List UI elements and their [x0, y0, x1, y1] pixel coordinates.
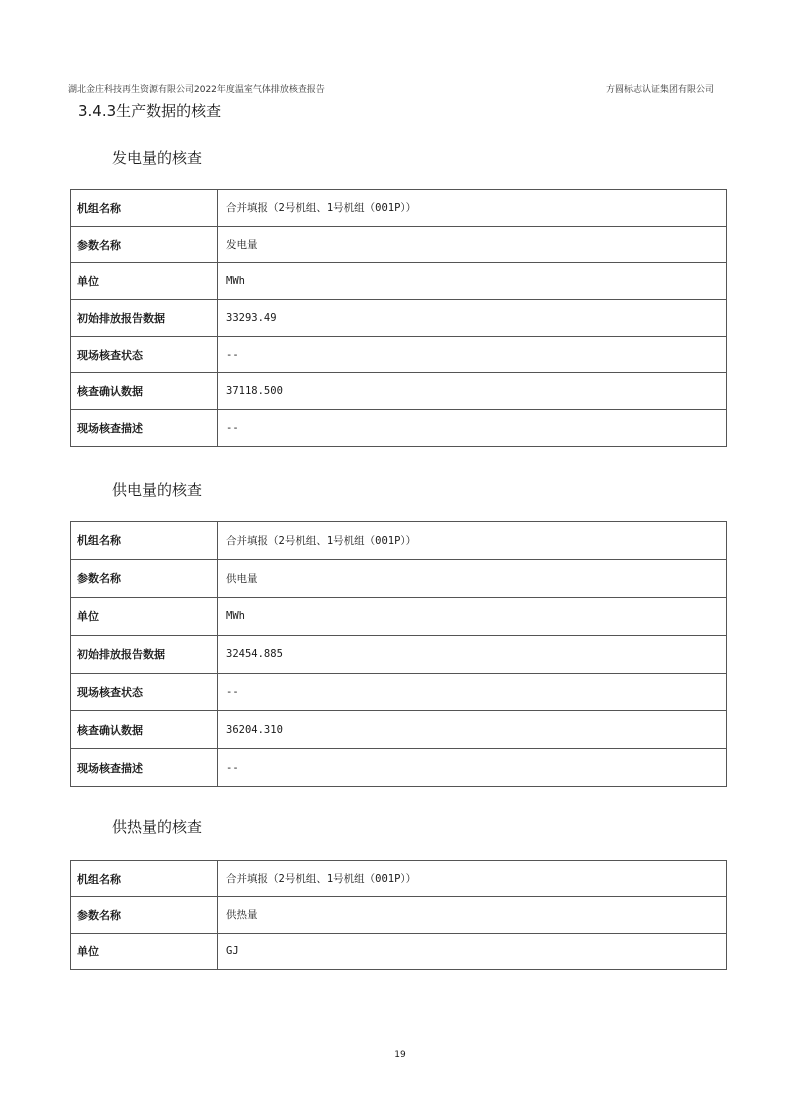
table-row [71, 336, 727, 373]
row-value: 发电量 [218, 226, 727, 263]
row-value: 37118.500 [218, 373, 727, 410]
row-label: 核查确认数据 [71, 711, 218, 749]
heat-supply-table [70, 860, 727, 970]
row-value: 供热量 [218, 897, 727, 933]
row-value: 32454.885 [218, 635, 727, 673]
table-row [71, 861, 727, 897]
power-supply-table [70, 521, 727, 787]
row-label: 机组名称 [71, 861, 218, 897]
table-row [71, 933, 727, 969]
row-label: 机组名称 [71, 190, 218, 227]
row-label: 现场核查状态 [71, 673, 218, 711]
table-row [71, 373, 727, 410]
row-value: 33293.49 [218, 300, 727, 337]
row-value: MWh [218, 597, 727, 635]
row-label: 参数名称 [71, 226, 218, 263]
page-header-left: 湖北金庄科技再生资源有限公司2022年度温室气体排放核查报告 [68, 85, 325, 95]
table-row [71, 673, 727, 711]
power-generation-table [70, 189, 727, 447]
table-row [71, 300, 727, 337]
row-value: -- [218, 410, 727, 447]
block-title-power-supply: 供电量的核查 [112, 481, 203, 499]
table-row [71, 711, 727, 749]
table-row [71, 597, 727, 635]
page-header-right: 方圆标志认证集团有限公司 [605, 85, 714, 95]
block-title-heat-supply: 供热量的核查 [112, 818, 203, 836]
row-value: 36204.310 [218, 711, 727, 749]
row-value: MWh [218, 263, 727, 300]
row-label: 单位 [71, 263, 218, 300]
row-value: 供电量 [218, 559, 727, 597]
table-row [71, 559, 727, 597]
row-value: 合并填报（2号机组、1号机组（001P）） [218, 861, 727, 897]
row-label: 初始排放报告数据 [71, 635, 218, 673]
row-label: 核查确认数据 [71, 373, 218, 410]
row-label: 现场核查状态 [71, 336, 218, 373]
table-row [71, 522, 727, 560]
row-label: 单位 [71, 597, 218, 635]
row-value: -- [218, 336, 727, 373]
row-label: 初始排放报告数据 [71, 300, 218, 337]
row-label: 参数名称 [71, 559, 218, 597]
row-value: GJ [218, 933, 727, 969]
row-label: 机组名称 [71, 522, 218, 560]
row-label: 现场核查描述 [71, 410, 218, 447]
page-number: 19 [394, 1050, 406, 1060]
row-value: 合并填报（2号机组、1号机组（001P）） [218, 190, 727, 227]
row-label: 现场核查描述 [71, 749, 218, 787]
table-row [71, 749, 727, 787]
row-label: 单位 [71, 933, 218, 969]
section-title: 3.4.3生产数据的核查 [78, 102, 222, 120]
table-row [71, 263, 727, 300]
row-value: 合并填报（2号机组、1号机组（001P）） [218, 522, 727, 560]
table-row [71, 897, 727, 933]
table-row [71, 410, 727, 447]
table-row [71, 635, 727, 673]
row-value: -- [218, 673, 727, 711]
row-value: -- [218, 749, 727, 787]
table-row [71, 226, 727, 263]
block-title-power-generation: 发电量的核查 [112, 149, 203, 167]
row-label: 参数名称 [71, 897, 218, 933]
table-row [71, 190, 727, 227]
